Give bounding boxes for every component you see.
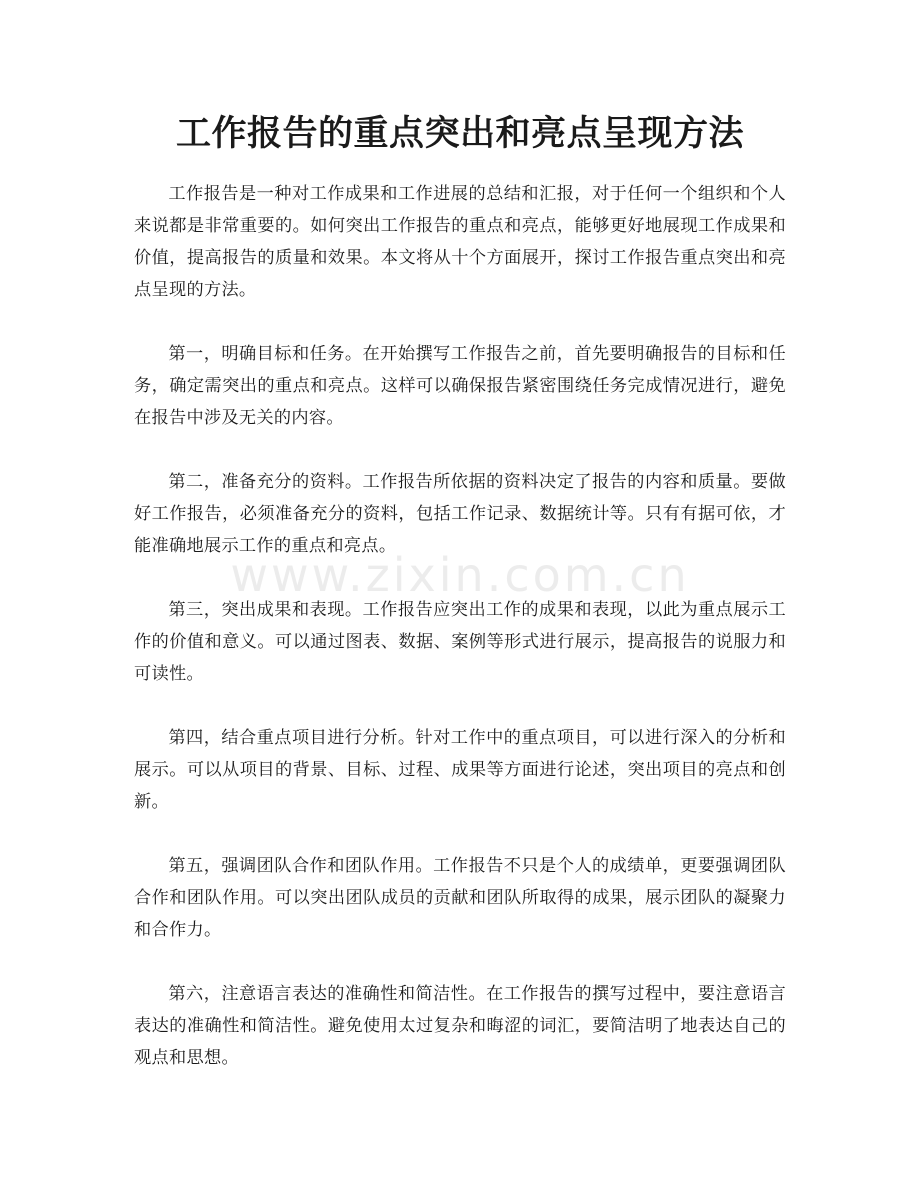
watermark: www.zixin.com.cn (230, 548, 690, 602)
document-title: 工作报告的重点突出和亮点呈现方法 (175, 114, 744, 154)
paragraph-2: 第二，准备充分的资料。工作报告所依据的资料决定了报告的内容和质量。要做好工作报告，必须准备充分的资料，包括工作记录、数据统计等。只有有据可依，才能准确地展示工作的重点和亮点。 (134, 472, 786, 556)
paragraph-intro: 工作报告是一种对工作成果和工作进展的总结和汇报，对于任何一个组织和个人来说都是非常重要的。如何突出工作报告的重点和亮点，能够更好地展现工作成果和价值，提高报告的质量和效果。本文将从十个方面展开，探讨工作报告重点突出和亮点呈现的方法。 (134, 184, 786, 300)
paragraph-6: 第六，注意语言表达的准确性和简洁性。在工作报告的撰写过程中，要注意语言表达的准确性和简洁性。避免使用太过复杂和晦涩的词汇，要简洁明了地表达自己的观点和思想。 (134, 984, 786, 1068)
document-body (134, 178, 786, 1106)
paragraph-1: 第一，明确目标和任务。在开始撰写工作报告之前，首先要明确报告的目标和任务，确定需突出的重点和亮点。这样可以确保报告紧密围绕任务完成情况进行，避免在报告中涉及无关的内容。 (134, 344, 786, 428)
paragraph-5: 第五，强调团队合作和团队作用。工作报告不只是个人的成绩单，更要强调团队合作和团队作用。可以突出团队成员的贡献和团队所取得的成果，展示团队的凝聚力和合作力。 (134, 856, 786, 940)
paragraph-3: 第三，突出成果和表现。工作报告应突出工作的成果和表现，以此为重点展示工作的价值和意义。可以通过图表、数据、案例等形式进行展示，提高报告的说服力和可读性。 (134, 600, 786, 684)
paragraph-4: 第四，结合重点项目进行分析。针对工作中的重点项目，可以进行深入的分析和展示。可以从项目的背景、目标、过程、成果等方面进行论述，突出项目的亮点和创新。 (134, 728, 786, 812)
